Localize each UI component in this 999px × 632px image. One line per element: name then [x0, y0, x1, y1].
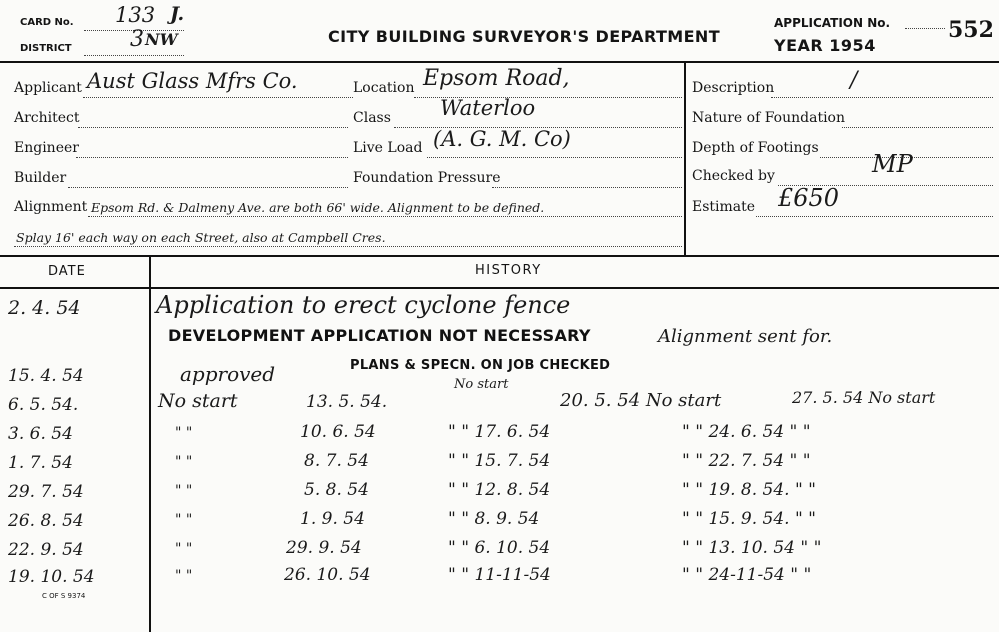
row-7-col-1: " " [175, 568, 193, 584]
description-label: Description [692, 80, 775, 96]
row-2-col-1: " " [175, 425, 193, 441]
application-no-value: 552 [948, 17, 994, 43]
row-3-col-2: 8. 7. 54 [304, 451, 369, 471]
description-value: / [850, 68, 858, 93]
application-no-label: APPLICATION No. [774, 16, 891, 30]
alignment-rule-1 [88, 216, 682, 217]
row-4-date: 29. 7. 54 [8, 482, 84, 502]
row-1-col-2: 13. 5. 54. [306, 392, 388, 412]
fields-divider [684, 61, 686, 256]
live-load-value: (A. G. M. Co) [433, 127, 571, 151]
row-4-col-1: " " [175, 483, 193, 499]
row-5-col-2: 1. 9. 54 [300, 509, 365, 529]
row-7-date: 19. 10. 54 [8, 567, 95, 587]
row-5-date: 26. 8. 54 [8, 511, 84, 531]
district-value: 3 [130, 27, 144, 52]
live-load-rule [427, 157, 682, 158]
entry-2-text: approved [180, 362, 276, 386]
row-1-col-1: No start [158, 390, 238, 412]
department-title: CITY BUILDING SURVEYOR'S DEPARTMENT [328, 27, 721, 46]
row-3-col-1: " " [175, 454, 193, 470]
row-3-col-4: " " 22. 7. 54 " " [682, 451, 811, 471]
entry-1-text: Application to erect cyclone fence [156, 291, 571, 319]
alignment-line-1: Epsom Rd. & Dalmeny Ave. are both 66' wide. Alignment to be defined. [91, 200, 545, 215]
location-label: Location [353, 80, 415, 96]
district-rule [84, 55, 184, 56]
entry-1-date: 2. 4. 54 [8, 297, 81, 319]
checked-by-label: Checked by [692, 168, 775, 184]
class-label: Class [353, 110, 391, 126]
row-1-col-4: 27. 5. 54 No start [792, 388, 936, 407]
row-6-col-3: " " 6. 10. 54 [448, 538, 551, 558]
row-4-col-4: " " 19. 8. 54. " " [682, 480, 816, 500]
development-application-stamp: DEVELOPMENT APPLICATION NOT NECESSARY [168, 326, 591, 345]
row-7-col-4: " " 24-11-54 " " [682, 565, 812, 585]
foundation-pressure-label: Foundation Pressure [353, 170, 501, 186]
location-value: Epsom Road, [423, 66, 570, 91]
nature-of-foundation-rule [842, 127, 993, 128]
district-label: DISTRICT [20, 43, 72, 54]
row-1-date: 6. 5. 54. [8, 395, 79, 415]
description-rule [771, 97, 993, 98]
row-6-col-1: " " [175, 541, 193, 557]
row-2-col-4: " " 24. 6. 54 " " [682, 422, 811, 442]
card-no-value: 133 [115, 3, 156, 27]
row-6-col-2: 29. 9. 54 [286, 538, 362, 558]
applicant-value: Aust Glass Mfrs Co. [87, 69, 298, 93]
plans-checked-stamp: PLANS & SPECN. ON JOB CHECKED [350, 358, 611, 373]
row-6-date: 22. 9. 54 [8, 540, 84, 560]
depth-of-footings-label: Depth of Footings [692, 140, 819, 156]
engineer-label: Engineer [14, 140, 79, 156]
row-5-col-3: " " 8. 9. 54 [448, 509, 540, 529]
architect-label: Architect [14, 110, 80, 126]
row-7-col-2: 26. 10. 54 [284, 565, 371, 585]
live-load-label: Live Load [353, 140, 423, 156]
row-2-date: 3. 6. 54 [8, 424, 73, 444]
alignment-label: Alignment [14, 199, 88, 215]
history-column-header: HISTORY [475, 263, 542, 278]
application-no-rule [905, 28, 945, 29]
row-4-col-3: " " 12. 8. 54 [448, 480, 551, 500]
builder-label: Builder [14, 170, 67, 186]
applicant-label: Applicant [14, 80, 82, 96]
row-3-col-3: " " 15. 7. 54 [448, 451, 551, 471]
row-1-col-3: 20. 5. 54 No start [560, 390, 722, 411]
estimate-label: Estimate [692, 199, 756, 215]
engineer-rule [76, 157, 348, 158]
alignment-sent-note: Alignment sent for. [658, 326, 833, 347]
estimate-value: £650 [778, 184, 840, 212]
foundation-pressure-rule [492, 187, 682, 188]
row-4-col-2: 5. 8. 54 [304, 480, 369, 500]
card-no-label: CARD No. [20, 17, 74, 28]
row-6-col-4: " " 13. 10. 54 " " [682, 538, 822, 558]
alignment-rule-2 [14, 246, 682, 247]
form-code: C OF S 9374 [42, 592, 86, 600]
estimate-rule [756, 216, 993, 217]
row-5-col-1: " " [175, 512, 193, 528]
builder-rule [68, 187, 348, 188]
class-value: Waterloo [440, 96, 536, 120]
applicant-rule [83, 97, 353, 98]
alignment-line-2: Splay 16' each way on each Street, also at Campbell Cres. [16, 230, 386, 245]
rule-under-header [0, 61, 999, 63]
date-column-divider [149, 255, 151, 632]
year-label: YEAR 1954 [774, 36, 876, 55]
row-2-col-2: 10. 6. 54 [300, 422, 376, 442]
row-2-col-3: " " 17. 6. 54 [448, 422, 551, 442]
district-mark: NW [145, 30, 178, 49]
nature-of-foundation-label: Nature of Foundation [692, 110, 845, 126]
card-no-mark: J. [170, 3, 185, 25]
row-7-col-3: " " 11-11-54 [448, 565, 551, 585]
date-column-header: DATE [48, 264, 86, 279]
no-start-correction: No start [454, 377, 509, 392]
row-3-date: 1. 7. 54 [8, 453, 73, 473]
architect-rule [78, 127, 348, 128]
row-5-col-4: " " 15. 9. 54. " " [682, 509, 816, 529]
entry-2-date: 15. 4. 54 [8, 366, 84, 386]
checked-by-value: MP [872, 150, 913, 178]
